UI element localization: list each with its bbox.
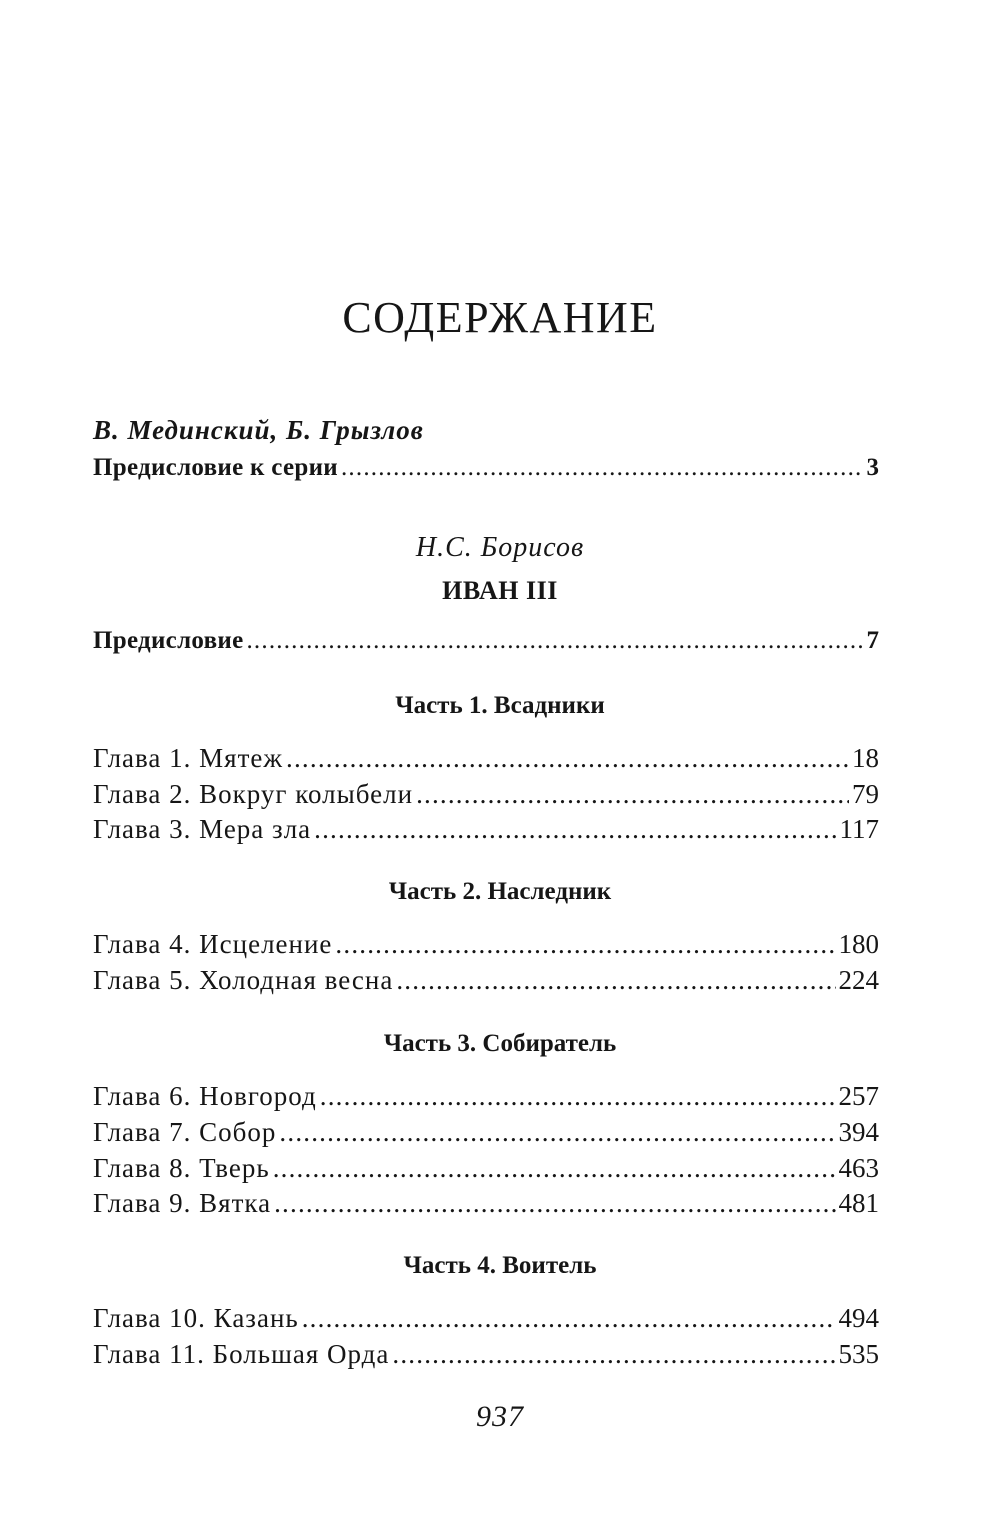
toc-entry[interactable] [93,1115,879,1149]
dot-leader [392,1337,835,1371]
toc-entry-page: 257 [838,1081,879,1111]
dot-leader [274,1186,835,1220]
toc-entry-label: Глава 8. Тверь [93,1153,270,1183]
toc-entry-label: Глава 4. Исцеление [93,929,333,959]
dot-leader [273,1151,836,1185]
dot-leader [341,451,864,485]
toc-entry-label: Глава 3. Мера зла [93,814,312,844]
toc-entry-page: 494 [838,1303,879,1333]
toc-entry-page: 463 [838,1153,879,1183]
toc-entry[interactable] [93,741,879,775]
toc-entry[interactable] [93,1079,879,1113]
toc-entry[interactable] [93,927,879,961]
toc-entry-page: 535 [838,1339,879,1369]
toc-entry-label: Глава 2. Вокруг колыбели [93,779,414,809]
toc-entry-page: 7 [866,627,879,654]
toc-entry-label: Глава 10. Казань [93,1303,299,1333]
part-heading: Часть 1. Всадники [395,692,605,719]
toc-entry-preface[interactable] [93,624,879,658]
part-heading: Часть 4. Воитель [403,1252,597,1279]
toc-entry[interactable] [93,1186,879,1220]
toc-entry-page: 224 [838,965,879,995]
toc-entry-page: 180 [838,929,879,959]
toc-entry[interactable] [93,963,879,997]
toc-entry-page: 3 [866,454,879,481]
book-title: ИВАН III [442,576,558,605]
toc-entry-label: Глава 1. Мятеж [93,743,284,773]
toc-entry[interactable] [93,1301,879,1335]
toc-entry-series-preface[interactable] [93,451,879,485]
toc-entry[interactable] [93,1151,879,1185]
series-authors: В. Мединский, Б. Грызлов [93,415,424,445]
toc-entry[interactable] [93,812,879,846]
toc-entry-label: Глава 5. Холодная весна [93,965,394,995]
toc-entry-label: Предисловие [93,627,244,654]
toc-entry-page: 18 [852,743,879,773]
toc-entry-label: Предисловие к серии [93,454,338,481]
toc-entry-label: Глава 9. Вятка [93,1188,272,1218]
toc-entry-page: 117 [839,814,879,844]
toc-entry[interactable] [93,1337,879,1371]
toc-entry-page: 79 [852,779,879,809]
dot-leader [286,741,849,775]
dot-leader [320,1079,836,1113]
dot-leader [396,963,835,997]
toc-entry-label: Глава 11. Большая Орда [93,1339,390,1369]
dot-leader [279,1115,835,1149]
page-number: 937 [476,1400,524,1433]
dot-leader [246,624,863,658]
dot-leader [416,777,849,811]
page-title: СОДЕРЖАНИЕ [342,293,658,342]
toc-entry-label: Глава 6. Новгород [93,1081,317,1111]
toc-entry-page: 481 [838,1188,879,1218]
dot-leader [314,812,836,846]
toc-entry[interactable] [93,777,879,811]
dot-leader [302,1301,836,1335]
toc-entry-label: Глава 7. Собор [93,1117,277,1147]
part-heading: Часть 3. Собиратель [383,1030,617,1057]
dot-leader [335,927,835,961]
part-heading: Часть 2. Наследник [388,878,612,905]
book-author: Н.С. Борисов [415,532,585,563]
toc-entry-page: 394 [838,1117,879,1147]
